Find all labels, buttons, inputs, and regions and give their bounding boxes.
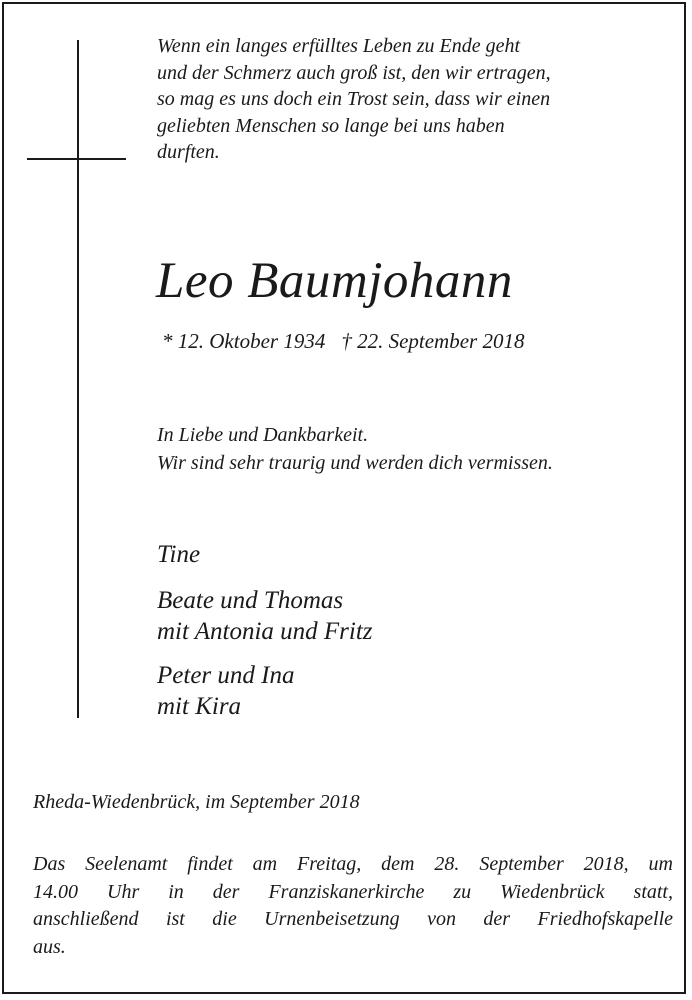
mourner-group bbox=[157, 539, 373, 570]
service-line: aus. bbox=[33, 935, 66, 958]
service-line: anschließend ist die Urnenbeisetzung von der Friedhofskapelle bbox=[33, 908, 673, 930]
death-date: † 22. September 2018 bbox=[341, 329, 525, 353]
quote-line: Wenn ein langes erfülltes Leben zu Ende geht bbox=[157, 35, 521, 57]
quote-line: so mag es uns doch ein Trost sein, dass wir einen bbox=[157, 88, 551, 110]
service-details bbox=[33, 851, 673, 961]
cross-horizontal-bar bbox=[27, 158, 126, 160]
quote-line: durften. bbox=[157, 141, 220, 163]
memorial-quote bbox=[157, 33, 677, 166]
message-line: Wir sind sehr traurig und werden dich vermissen. bbox=[157, 452, 553, 474]
mourners-list bbox=[157, 539, 373, 735]
mourner-line: Peter und Ina bbox=[157, 662, 295, 689]
service-line: 14.00 Uhr in der Franziskanerkirche zu Wiedenbrück statt, bbox=[33, 880, 673, 903]
service-line: Das Seelenamt findet am Freitag, dem 28. September 2018, um bbox=[33, 853, 673, 875]
farewell-message bbox=[157, 421, 553, 477]
message-line: In Liebe und Dankbarkeit. bbox=[157, 424, 369, 446]
life-dates bbox=[162, 326, 524, 356]
quote-line: geliebten Menschen so lange bei uns haben bbox=[157, 114, 505, 137]
mourner-group bbox=[157, 585, 373, 647]
mourner-line: Beate und Thomas bbox=[157, 587, 344, 614]
birth-date: * 12. Oktober 1934 bbox=[162, 329, 326, 353]
mourner-line: Tine bbox=[157, 541, 201, 568]
place-and-date: Rheda-Wiedenbrück, im September 2018 bbox=[33, 791, 360, 813]
mourner-group bbox=[157, 660, 373, 722]
deceased-name: Leo Baumjohann bbox=[156, 253, 513, 309]
mourner-line: mit Antonia und Fritz bbox=[157, 618, 373, 645]
cross-vertical-bar bbox=[77, 40, 79, 718]
quote-line: und der Schmerz auch groß ist, den wir ertragen, bbox=[157, 61, 551, 84]
mourner-line: mit Kira bbox=[157, 693, 242, 720]
